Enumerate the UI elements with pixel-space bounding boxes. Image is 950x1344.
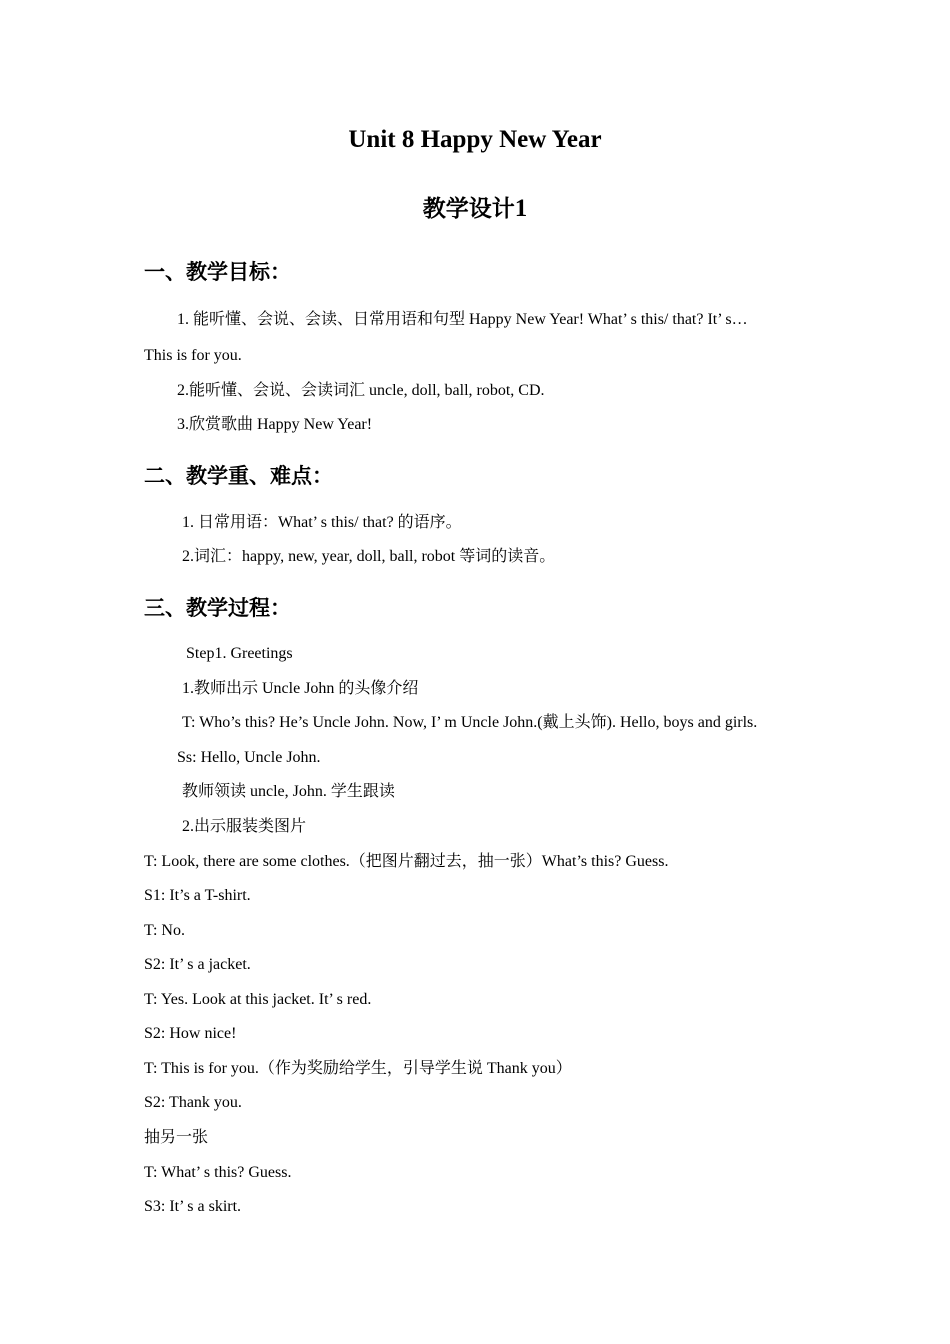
process-line: T: What’ s this? Guess. [144, 1164, 292, 1181]
process-line: 教师领读 uncle, John. 学生跟读 [182, 783, 395, 800]
process-line: T: Yes. Look at this jacket. It’ s red. [144, 991, 372, 1008]
process-line: T: Who’s this? He’s Uncle John. Now, I’ m Uncle John.(戴上头饰). Hello, boys and girls. [182, 714, 758, 731]
subtitle-number: 1 [514, 195, 528, 222]
section-heading-key-points: 二、教学重、难点： [144, 464, 333, 488]
process-line: S2: It’ s a jacket. [144, 956, 251, 973]
process-line: S2: How nice! [144, 1025, 237, 1042]
process-line: S2: Thank you. [144, 1094, 242, 1111]
objective-item: This is for you. [144, 347, 242, 364]
key-point-item: 2.词汇：happy, new, year, doll, ball, robot 等词的读音。 [182, 548, 556, 565]
document-title: Unit 8 Happy New Year [348, 126, 602, 153]
process-line: 2.出示服装类图片 [182, 818, 307, 835]
objective-item: 3.欣赏歌曲 Happy New Year! [177, 416, 373, 433]
key-point-item: 1. 日常用语：What’ s this/ that? 的语序。 [182, 514, 462, 531]
process-line: T: This is for you.（作为奖励给学生，引导学生说 Thank you） [144, 1060, 572, 1077]
section-heading-process: 三、教学过程： [144, 596, 291, 620]
process-line: Ss: Hello, Uncle John. [177, 749, 321, 766]
subtitle-text: 教学设计 [422, 196, 515, 222]
objective-item: 2.能听懂、会说、会读词汇 uncle, doll, ball, robot, CD. [177, 382, 545, 399]
process-line: 抽另一张 [144, 1129, 209, 1146]
process-line: S3: It’ s a skirt. [144, 1198, 242, 1215]
process-line: Step1. Greetings [186, 645, 293, 662]
process-line: T: No. [144, 922, 185, 939]
objective-item: 1. 能听懂、会说、会读、日常用语和句型 Happy New Year! What’ s this/ that? It’ s… [177, 311, 748, 328]
process-line: S1: It’s a T-shirt. [144, 887, 251, 904]
process-line: 1.教师出示 Uncle John 的头像介绍 [182, 680, 419, 697]
process-line: T: Look, there are some clothes.（把图片翻过去，抽一张）What’s this? Guess. [144, 853, 669, 870]
section-heading-objectives: 一、教学目标： [144, 260, 291, 284]
document-subtitle [0, 190, 950, 223]
